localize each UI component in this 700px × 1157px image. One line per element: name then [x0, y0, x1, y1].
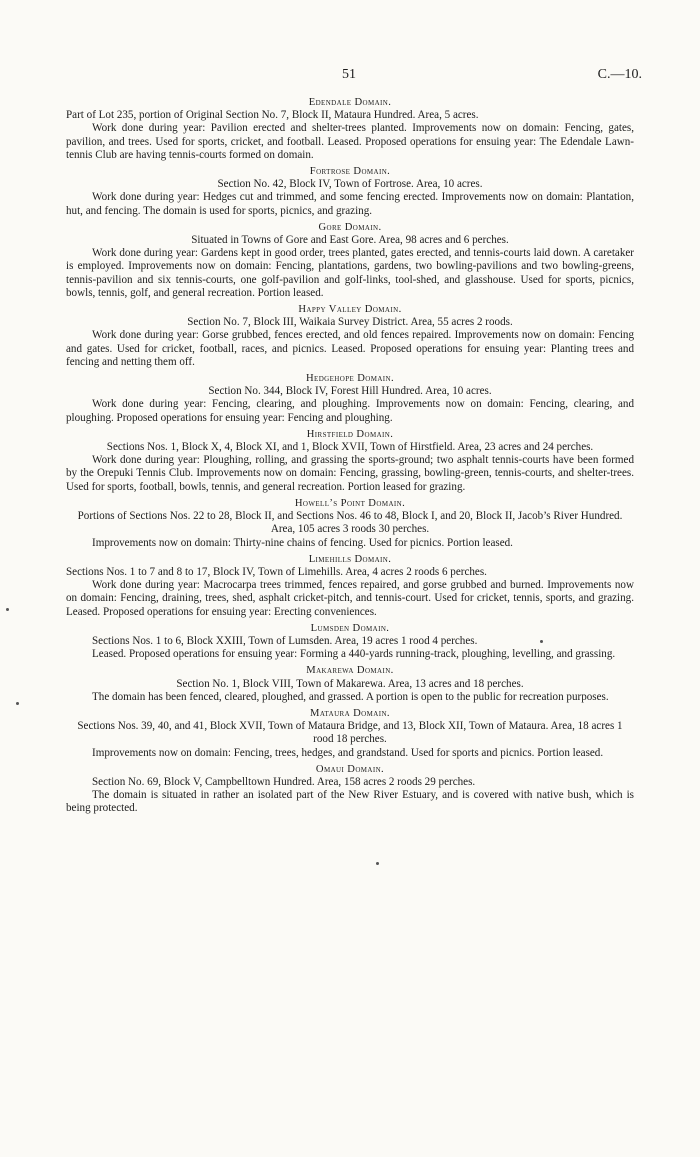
section-heading-hirstfield: Hirstfield Domain.: [306, 428, 394, 440]
section-heading-gore: Gore Domain.: [318, 221, 382, 233]
section-intro-hirstfield: Sections Nos. 1, Block X, 4, Block XI, and 1, Block XVII, Town of Hirstfield. Area, 23 acres and 24 perches.: [106, 441, 594, 454]
margin-speck: [6, 608, 9, 611]
section-heading-fortrose: Fortrose Domain.: [309, 166, 391, 178]
section-heading-lumsden: Lumsden Domain.: [310, 622, 390, 634]
section-body-hedgehope: Work done during year: Fencing, clearing, and ploughing. Improvements now on domain: Fencing, clearing, and ploughing. Proposed operations for ensuing year: Fencing and ploughing.: [66, 398, 634, 424]
section-body-gore: Work done during year: Gardens kept in good order, trees planted, gates erected, and tennis-courts laid down. A caretaker is employed. Improvements now on domain: Fencing, plantations, gardens, two bowling-pavilions and two bowling-greens, tennis-pavilion and six tennis-courts, one golf-pavilion and golf-links, tool-shed, and glasshouse. Used for sports, picnics, bowls, tennis, golf, and general recreation. Portion leased.: [66, 247, 634, 299]
document-reference: C.—10.: [597, 67, 642, 82]
section-intro-makarewa: Section No. 1, Block VIII, Town of Makarewa. Area, 13 acres and 18 perches.: [176, 677, 524, 690]
section-body-howells-point: Improvements now on domain: Thirty-nine chains of fencing. Used for picnics. Portion leased.: [92, 536, 513, 549]
section-heading-howells-point: Howell’s Point Domain.: [294, 497, 406, 509]
section-body-omaui: The domain is situated in rather an isolated part of the New River Estuary, and is covered with native bush, which is being protected.: [66, 789, 634, 815]
section-intro-howells-point: Portions of Sections Nos. 22 to 28, Block II, and Sections Nos. 46 to 48, Block I, and 20, Block II, Jacob’s River Hundred. Area, 105 acres 3 roods 30 perches.: [77, 510, 623, 536]
section-heading-happy-valley: Happy Valley Domain.: [298, 304, 402, 316]
section-intro-omaui: Section No. 69, Block V, Campbelltown Hundred. Area, 158 acres 2 roods 29 perches.: [92, 775, 476, 788]
print-speck: [540, 640, 543, 643]
section-intro-fortrose: Section No. 42, Block IV, Town of Fortrose. Area, 10 acres.: [217, 178, 483, 191]
section-heading-omaui: Omaui Domain.: [315, 763, 385, 775]
margin-speck: [16, 702, 19, 705]
section-body-limehills: Work done during year: Macrocarpa trees trimmed, fences repaired, and gorse grubbed and burned. Improvements now on domain: Fencing, draining, trees, shed, asphalt cricket-pitch, and tennis-court. Used for cricket, tennis, sports, and grazing. Leased. Proposed operations for ensuing year: Erecting conveniences.: [66, 579, 634, 618]
page-header: [0, 66, 700, 84]
section-intro-edendale: Part of Lot 235, portion of Original Section No. 7, Block II, Mataura Hundred. Area, 5 acres.: [66, 109, 479, 122]
section-intro-mataura: Sections Nos. 39, 40, and 41, Block XVII, Town of Mataura Bridge, and 13, Block XII, Town of Mataura. Area, 18 acres 1 rood 18 perches.: [77, 720, 623, 746]
section-heading-hedgehope: Hedgehope Domain.: [305, 373, 395, 385]
section-intro-gore: Situated in Towns of Gore and East Gore. Area, 98 acres and 6 perches.: [191, 234, 509, 247]
section-intro-limehills: Sections Nos. 1 to 7 and 8 to 17, Block IV, Town of Limehills. Area, 4 acres 2 roods 6 perches.: [66, 565, 487, 578]
section-body-happy-valley: Work done during year: Gorse grubbed, fences erected, and old fences repaired. Improvements now on domain: Fencing and gates. Used for cricket, football, races, and picnics. Leased. Proposed operations for ensuing year: Planting trees and fencing and netting them off.: [66, 329, 634, 368]
section-intro-hedgehope: Section No. 344, Block IV, Forest Hill Hundred. Area, 10 acres.: [208, 385, 492, 398]
section-intro-lumsden: Sections Nos. 1 to 6, Block XXIII, Town of Lumsden. Area, 19 acres 1 rood 4 perches.: [92, 634, 478, 647]
section-body-makarewa: The domain has been fenced, cleared, ploughed, and grassed. A portion is open to the public for recreation purposes.: [92, 690, 609, 703]
section-body-lumsden: Leased. Proposed operations for ensuing year: Forming a 440-yards running-track, ploughing, levelling, and grassing.: [92, 648, 616, 661]
section-body-mataura: Improvements now on domain: Fencing, trees, hedges, and grandstand. Used for sports and picnics. Portion leased.: [92, 746, 604, 759]
section-heading-edendale: Edendale Domain.: [308, 97, 392, 108]
section-body-hirstfield: Work done during year: Ploughing, rolling, and grassing the sports-ground; two asphalt tennis-courts have been formed by the Orepuki Tennis Club. Improvements now on domain: Fencing, grassing, bowling-green, tennis-courts, and shelter-trees. Used for sports, football, bowls, tennis, and general recreation. Portion leased for grazing.: [66, 454, 634, 493]
section-heading-makarewa: Makarewa Domain.: [306, 665, 394, 677]
page-number: 51: [342, 67, 356, 82]
section-heading-limehills: Limehills Domain.: [308, 553, 392, 565]
section-intro-happy-valley: Section No. 7, Block III, Waikaia Survey District. Area, 55 acres 2 roods.: [187, 316, 513, 329]
section-body-edendale: Work done during year: Pavilion erected and shelter-trees planted. Improvements now on domain: Fencing, gates, pavilion, and trees. Used for sports, cricket, and football. Leased. Proposed operations for ensuing year: The Edendale Lawn-tennis Club are having tennis-courts formed on domain.: [66, 122, 634, 161]
print-speck: [376, 862, 379, 865]
document-body: [66, 96, 634, 816]
section-body-fortrose: Work done during year: Hedges cut and trimmed, and some fencing erected. Improvements now on domain: Plantation, hut, and fencing. The domain is used for sports, picnics, and grazing.: [66, 191, 634, 217]
section-heading-mataura: Mataura Domain.: [310, 707, 390, 719]
